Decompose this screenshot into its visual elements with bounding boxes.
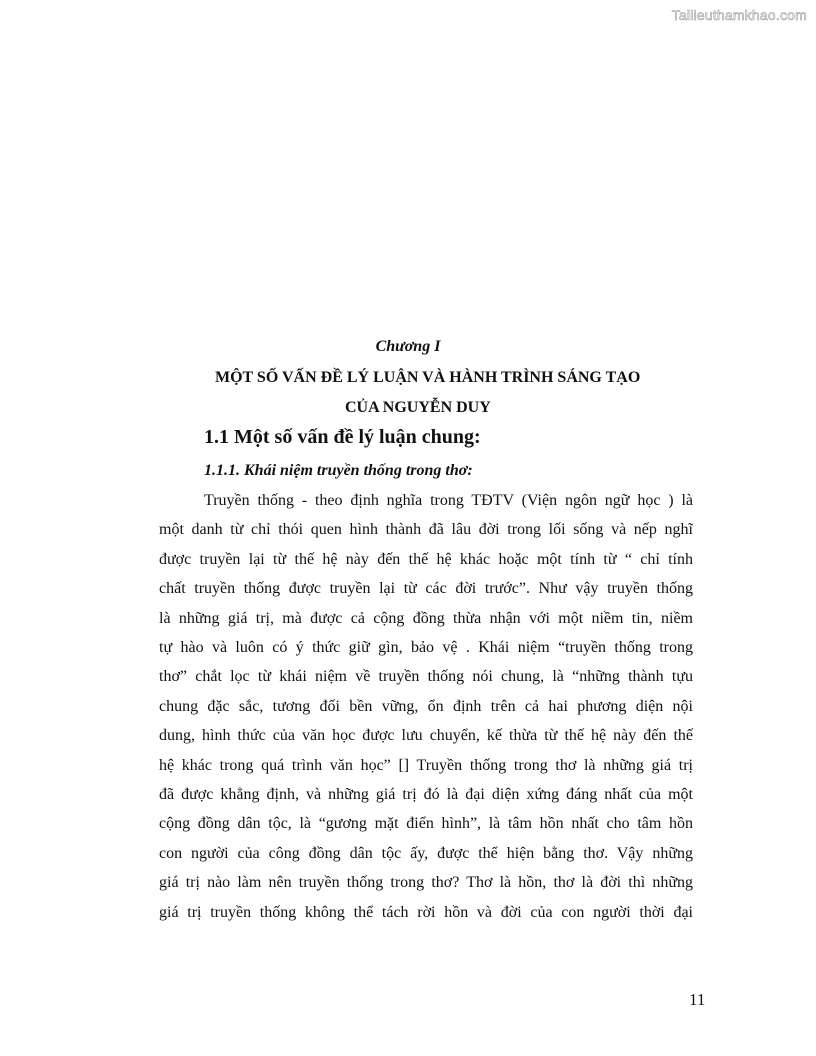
body-line: tự hào và luôn có ý thức giữ gìn, bảo vệ . Khái niệm “truyền thống trong: [159, 639, 693, 657]
body-line: con người của công đồng dân tộc ấy, được thể hiện bằng thơ. Vậy những: [159, 844, 693, 862]
body-line: được truyền lại từ thế hệ này đến thế hệ khác hoặc một tính từ “ chỉ tính: [159, 550, 693, 568]
body-line: hệ khác trong quá trình văn học” [] Truyền thống trong thơ là những giá trị: [159, 756, 693, 774]
section-heading: 1.1 Một số vấn đề lý luận chung:: [204, 426, 481, 448]
body-line: một danh từ chỉ thói quen hình thành đã lâu đời trong lối sống và nếp nghĩ: [159, 521, 693, 539]
body-line: đã được khẳng định, và những giá trị đó là đại diện xứng đáng nhất của một: [159, 786, 693, 804]
chapter-title-line-2: CỦA NGUYỄN DUY: [345, 399, 491, 416]
body-line: giá trị truyền thống không thể tách rời hồn và đời của con người thời đại: [159, 903, 693, 921]
chapter-label: Chương I: [375, 338, 441, 355]
body-line: chung đặc sắc, tương đối bền vững, ổn định trên cả hai phương diện nội: [159, 697, 693, 715]
body-line: là những giá trị, mà được cả cộng đồng thừa nhận với một niềm tin, niềm: [159, 609, 693, 627]
body-line: Truyền thống - theo định nghĩa trong TĐTV (Viện ngôn ngữ học ) là: [204, 492, 693, 509]
page-number: 11: [689, 990, 706, 1009]
subsection-heading: 1.1.1. Khái niệm truyền thống trong thơ:: [204, 462, 473, 479]
body-line: chất truyền thống được truyền lại từ các đời trước”. Như vậy truyền thống: [159, 580, 693, 598]
watermark: Tailieuthamkhao.com: [671, 7, 807, 23]
body-line: dung, hình thức của văn học được lưu chuyển, kế thừa từ thế hệ này đến thế: [159, 727, 693, 745]
body-line: thơ” chắt lọc từ khái niệm về truyền thống nói chung, là “những thành tựu: [159, 668, 693, 686]
body-line: cộng đồng dân tộc, là “gương mặt điển hình”, là tâm hồn nhất cho tâm hồn: [159, 815, 693, 833]
body-paragraph: [159, 486, 693, 927]
chapter-title-line-1: MỘT SỐ VẤN ĐỀ LÝ LUẬN VÀ HÀNH TRÌNH SÁNG TẠO: [215, 369, 641, 386]
body-line: giá trị nào làm nên truyền thống trong thơ? Thơ là hồn, thơ là đời thì những: [159, 874, 693, 892]
